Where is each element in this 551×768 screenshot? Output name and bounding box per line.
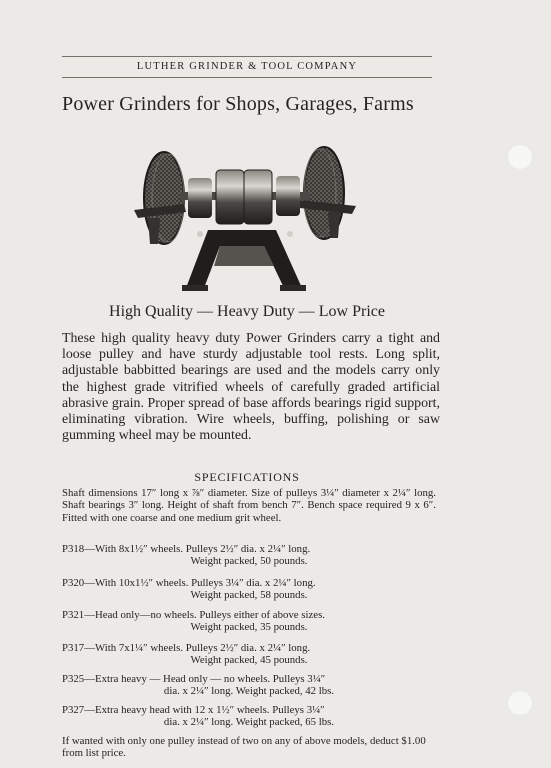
model-line: P327—Extra heavy head with 12 x 1½″ wheels. Pulleys 3¼″ [62, 704, 325, 716]
model-item [62, 609, 436, 634]
model-line: P325—Extra heavy — Head only — no wheels. Pulleys 3¼″ [62, 673, 326, 685]
model-item [62, 673, 436, 698]
model-line: P318—With 8x1½″ wheels. Pulleys 2½″ dia. x 2¼″ long. [62, 543, 311, 555]
tagline: High Quality — Heavy Duty — Low Price [109, 303, 385, 320]
model-weight: Weight packed, 58 pounds. [190, 589, 308, 602]
binder-hole [507, 690, 533, 716]
company-name: LUTHER GRINDER & TOOL COMPANY [136, 61, 358, 72]
model-weight: dia. x 2¼″ long. Weight packed, 42 lbs. [163, 685, 335, 698]
model-item [62, 642, 436, 667]
description-paragraph: These high quality heavy duty Power Grinders carry a tight and loose pulley and have sturdy adjustable tool rests. Long split, adjustable babbitted bearings are used and the models carry only the highest grade vitrified wheels of carefully graded artificial abrasive grain. Proper spread of base affords bearings rigid support, eliminating vibration. Wire wheels, buffing, polishing or saw gumming wheel may be mounted. [62, 331, 440, 444]
specifications-heading: SPECIFICATIONS [194, 470, 300, 484]
model-line: P320—With 10x1½″ wheels. Pulleys 3¼″ dia. x 2¼″ long. [62, 577, 316, 589]
model-item [62, 577, 436, 602]
binder-hole [507, 144, 533, 170]
model-weight: Weight packed, 50 pounds. [190, 555, 308, 568]
model-weight: Weight packed, 45 pounds. [190, 654, 308, 667]
footer-note: If wanted with only one pulley instead of two on any of above models, deduct $1.00 from list price. [62, 735, 426, 760]
model-item [62, 543, 436, 568]
header-rule-top [62, 56, 432, 57]
model-line: P317—With 7x1¼″ wheels. Pulleys 2½″ dia. x 2¼″ long. [62, 642, 311, 654]
model-item [62, 704, 436, 729]
model-weight: dia. x 2¼″ long. Weight packed, 65 lbs. [163, 716, 335, 729]
model-weight: Weight packed, 35 pounds. [190, 621, 308, 634]
header-rule-bottom [62, 77, 432, 78]
specifications-general: Shaft dimensions 17″ long x ⅞″ diameter. Size of pulleys 3¼″ diameter x 2¼″ long. Shaft bearings 3″ long. Height of shaft from bench 7″. Bench space required 9 x 6″. Fitted with one coarse and one medium grit wheel. [62, 487, 436, 524]
model-line: P321—Head only—no wheels. Pulleys either of above sizes. [62, 609, 325, 621]
page-title: Power Grinders for Shops, Garages, Farms [62, 93, 414, 115]
bench-grinder-illustration [124, 138, 364, 296]
